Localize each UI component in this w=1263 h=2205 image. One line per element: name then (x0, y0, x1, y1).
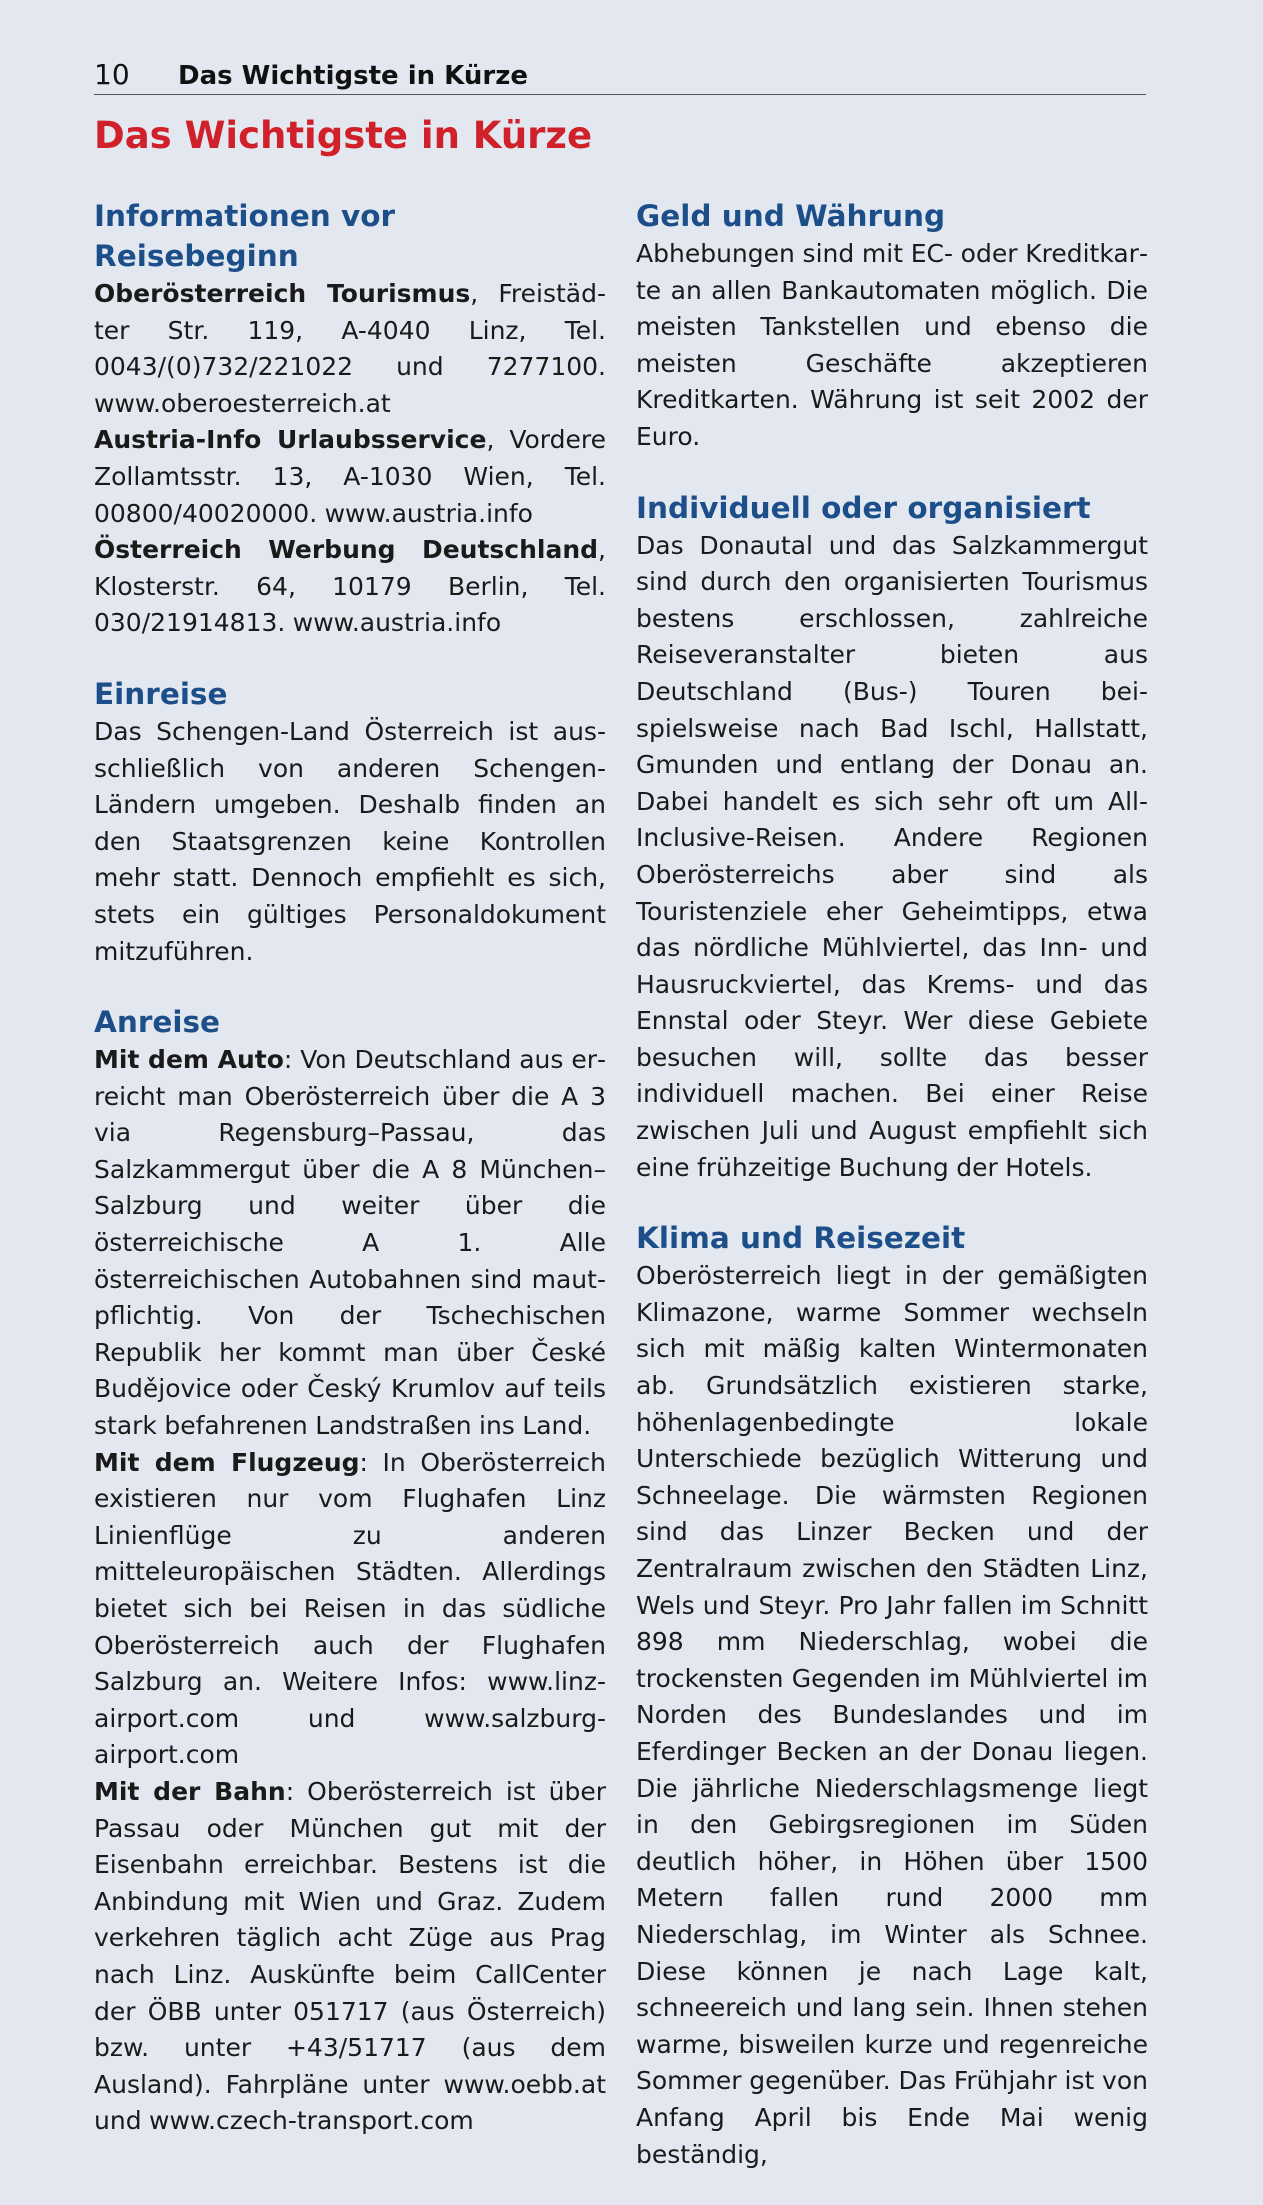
section-einreise (94, 674, 606, 970)
section-heading: Klima und Reisezeit (636, 1221, 966, 1256)
bold-term: Mit der Bahn (94, 1776, 286, 1806)
section-text: Das Schengen-Land Österreich ist ausschließlich von anderen Schengen-Ländern umgeben. Deshalb finden an den Staatsgrenzen keine Kontrollen mehr statt. Dennoch empfiehlt es sich, stets ein gültiges Personaldokument mitzuführen. (94, 716, 606, 966)
left-column (94, 196, 606, 2172)
section-text (94, 276, 606, 642)
section-individuell (636, 488, 1148, 1187)
bold-term: Mit dem Flugzeug (94, 1447, 360, 1477)
section-text: Das Donautal und das Salzkammergut sind durch den organisierten Tourismus bestens erschlossen, zahlreiche Reiseveranstalter bieten aus Deutschland (Bus-) Touren beispielsweise nach Bad Ischl, Hallstatt, Gmunden und entlang der Donau an. Dabei handelt es sich sehr oft um All-Inclusive-Reisen. Andere Regionen Oberösterreichs aber sind als Touristenziele eher Geheimtipps, etwa das nördliche Mühlviertel, das Inn- und Hausruckviertel, das Krems- und das Ennstal oder Steyr. Wer diese Gebiete besuchen will, sollte das besser individuell machen. Bei einer Reise zwischen Juli und August empfiehlt sich eine frühzeitige Buchung der Hotels. (636, 530, 1148, 1182)
section-text (94, 1042, 606, 2140)
text-run: : In Oberösterreich existieren nur vom Flughafen Linz Linienflüge zu anderen mitteleuropäischen Städten. Allerdings bietet sich bei Reisen in das südliche Oberösterreich auch der Flughafen Salzburg an. Weitere Infos: www.linz-airport.com und www.salzburg-airport.com (94, 1447, 606, 1770)
section-geld (636, 196, 1148, 456)
page-title: Das Wichtigste in Kürze (94, 114, 593, 157)
text-run: , Klosterstr. 64, 10179 Berlin, Tel. 030/21914813. www.austria.info (94, 535, 606, 638)
bold-term: Oberösterreich Tourismus (94, 279, 471, 308)
bold-term: Mit dem Auto (94, 1045, 284, 1075)
page-number: 10 (94, 58, 130, 91)
section-klima (636, 1218, 1148, 2173)
section-text: Abhebungen sind mit EC- oder Kreditkarte an allen Bankautomaten möglich. Die meisten Tankstellen und ebenso die meisten Geschäfte akzeptieren Kreditkarten. Währung ist seit 2002 der Euro. (636, 239, 1148, 451)
bold-term: Austria-Info Urlaubsservice (94, 425, 487, 455)
section-heading: Individuell oder organisiert (636, 490, 1091, 525)
text-run: , Freistädter Str. 119, A-4040 Linz, Tel. 0043/(0)732/221022 und 7277100. www.oberoesterreich.at (94, 279, 606, 418)
section-heading: Informationen vor Reisebeginn (94, 199, 396, 273)
bold-term: Österreich Werbung Deutschland (94, 535, 599, 565)
section-heading: Einreise (94, 676, 228, 711)
right-column (636, 196, 1148, 2205)
section-heading: Anreise (94, 1005, 221, 1040)
section-informationen (94, 196, 606, 642)
section-heading: Geld und Währung (636, 199, 946, 233)
text-run: : Von Deutschland aus erreicht man Oberösterreich über die A 3 via Regensburg–Passau, das Salzkammergut über die A 8 München–Salzburg und weiter über die österreichische A 1. Alle österreichischen Autobahnen sind mautpflichtig. Von der Tschechischen Republik her kommt man über České Budějovice oder Český Krumlov auf teils stark befahrenen Landstraßen ins Land. (94, 1045, 607, 1441)
section-anreise (94, 1002, 606, 2140)
running-header (94, 58, 1146, 95)
text-run: , Vordere Zollamtsstr. 13, A-1030 Wien, Tel. 00800/40020000. www.austria.info (94, 425, 606, 528)
section-text: Oberösterreich liegt in der gemäßigten Klimazone, warme Sommer wechseln sich mit mäßig kalten Wintermonaten ab. Grundsätzlich existieren starke, höhenlagenbedingte lokale Unterschiede bezüglich Witterung und Schneelage. Die wärmsten Regionen sind das Linzer Becken und der Zentralraum zwischen den Städten Linz, Wels und Steyr. Pro Jahr fallen im Schnitt 898 mm Niederschlag, wobei die trockensten Gegenden im Mühlviertel im Norden des Bundeslandes und im Eferdinger Becken an der Donau liegen. Die jährliche Niederschlagsmenge liegt in den Gebirgsregionen im Süden deutlich höher, in Höhen über 1500 Metern fallen rund 2000 mm Niederschlag, im Winter als Schnee. Diese können je nach Lage kalt, schneereich und lang sein. Ihnen stehen warme, bisweilen kurze und regenreiche Sommer gegenüber. Das Frühjahr ist von Anfang April bis Ende Mai wenig beständig, (636, 1261, 1148, 2169)
running-title: Das Wichtigste in Kürze (178, 61, 528, 91)
text-run: : Oberösterreich ist über Passau oder München gut mit der Eisenbahn erreichbar. Bestens ist die Anbindung mit Wien und Graz. Zudem verkehren täglich acht Züge aus Prag nach Linz. Auskünfte beim CallCenter der ÖBB unter 051717 (aus Österreich) bzw. unter +43/51717 (aus dem Ausland). Fahrpläne unter www.oebb.at und www.czech-transport.com (94, 1776, 606, 2136)
